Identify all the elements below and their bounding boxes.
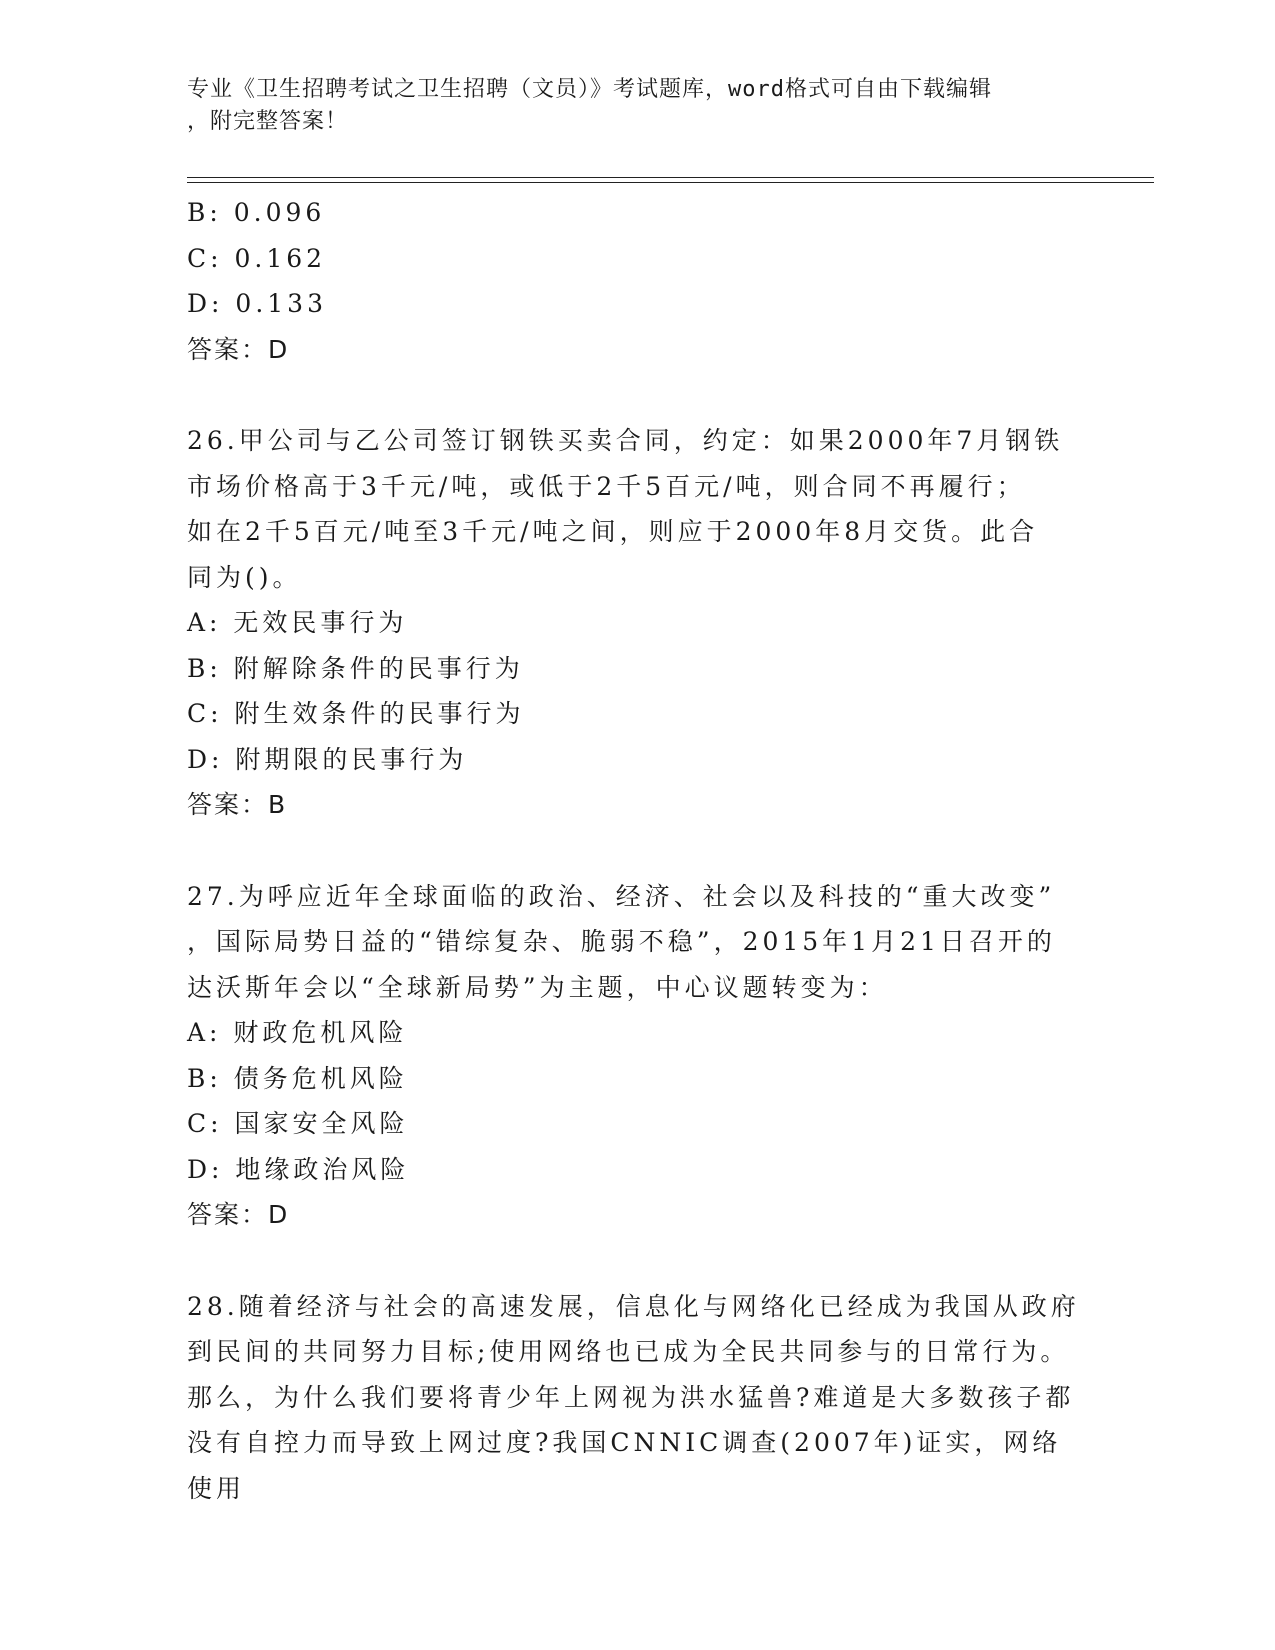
question-text-line: 那么，为什么我们要将青少年上网视为洪水猛兽?难道是大多数孩子都 [187, 1382, 1075, 1412]
question-27 [187, 874, 1087, 1238]
option-b: B: 债务危机风险 [187, 1063, 408, 1093]
question-text-line: 如在2千5百元/吨至3千元/吨之间，则应于2000年8月交货。此合 [187, 517, 1039, 546]
question-text-line: 28.随着经济与社会的高速发展，信息化与网络化已经成为我国从政府 [187, 1291, 1080, 1321]
header-line-1: 专业《卫生招聘考试之卫生招聘（文员）》考试题库，word格式可自由下载编辑 [187, 77, 992, 102]
document-header [187, 74, 1067, 138]
answer-line: 答案：B [187, 790, 288, 819]
question-text-line: 到民间的共同努力目标;使用网络也已成为全民共同参与的日常行为。 [187, 1337, 1070, 1366]
question-text-line: 达沃斯年会以“全球新局势”为主题，中心议题转变为： [187, 972, 888, 1002]
option-c: C: 附生效条件的民事行为 [187, 699, 525, 728]
option-a: A: 财政危机风险 [187, 1018, 408, 1047]
option-d: D: 0.133 [187, 289, 327, 318]
option-b: B: 附解除条件的民事行为 [187, 653, 524, 683]
question-text-line: ，国际局势日益的“错综复杂、脆弱不稳”，2015年1月21日召开的 [187, 927, 1056, 956]
previous-question [187, 190, 1087, 372]
document-body [187, 190, 1087, 1511]
question-text-line: 26.甲公司与乙公司签订钢铁买卖合同，约定：如果2000年7月钢铁 [187, 426, 1064, 455]
question-text-line: 27.为呼应近年全球面临的政治、经济、社会以及科技的“重大改变” [187, 881, 1056, 911]
answer-line: 答案：D [187, 1200, 290, 1229]
question-28 [187, 1284, 1087, 1512]
option-a: A: 无效民事行为 [187, 608, 408, 637]
option-d: D: 附期限的民事行为 [187, 744, 468, 774]
question-26 [187, 418, 1087, 828]
option-c: C: 国家安全风险 [187, 1109, 409, 1138]
option-c: C: 0.162 [187, 243, 327, 273]
answer-line: 答案：D [187, 334, 290, 364]
header-rule-bottom [187, 182, 1154, 183]
question-text-line: 市场价格高于3千元/吨，或低于2千5百元/吨，则合同不再履行； [187, 471, 1026, 501]
question-text-line: 同为()。 [187, 562, 302, 592]
header-rule-top [187, 177, 1154, 178]
header-line-2: ，附完整答案！ [187, 109, 349, 134]
option-b: B: 0.096 [187, 198, 326, 227]
question-text-line: 没有自控力而导致上网过度?我国CNNIC调查(2007年)证实，网络使用 [187, 1428, 1062, 1503]
option-d: D: 地缘政治风险 [187, 1154, 410, 1184]
